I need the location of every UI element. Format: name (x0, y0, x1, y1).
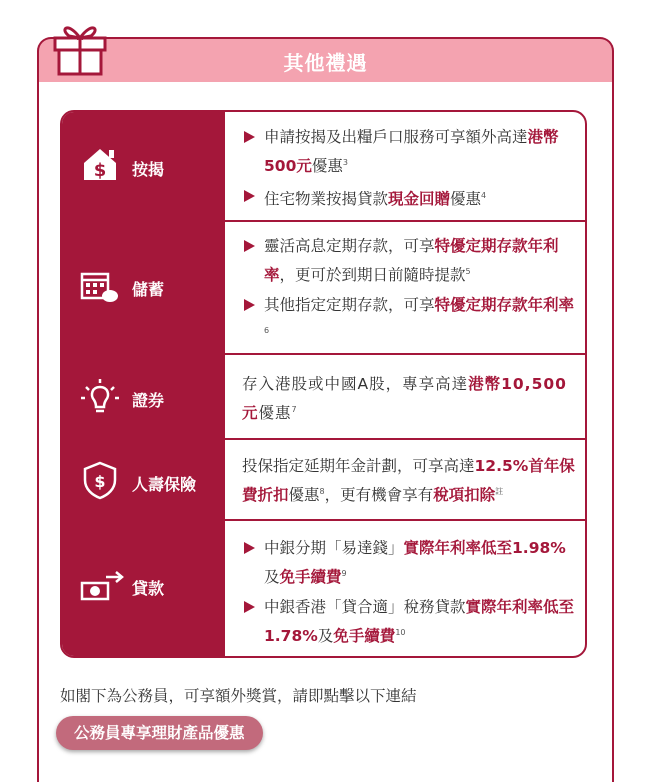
category-cell (62, 222, 225, 353)
calendar-piggy-icon (80, 268, 120, 308)
svg-text:$: $ (93, 160, 107, 181)
section-title: 其他禮遇 (283, 51, 368, 75)
category-label: 人壽保險 (132, 475, 197, 494)
category-label: 按揭 (132, 160, 165, 179)
benefit-item: 靈活高息定期存款，可享特優定期存款年利率，更可於到期日前隨時提款$^5$ (242, 233, 575, 288)
gift-icon (51, 18, 109, 78)
row-content: 投保指定延期年金計劃，可享高達12.5%首年保費折扣優惠$^8$，更有機會享有稅項扣除$^註$ (242, 457, 575, 505)
row-loans (62, 521, 585, 656)
category-cell (62, 355, 225, 438)
cash-transfer-icon (80, 567, 126, 607)
category-label: 貸款 (132, 579, 165, 598)
category-cell (62, 440, 225, 519)
row-mortgage (62, 112, 585, 222)
row-content (242, 535, 575, 653)
civil-servant-note: 如閣下為公務員，可享額外獎賞，請即點擊以下連結 (60, 687, 417, 705)
civil-servant-offer-button[interactable]: 公務員專享理財產品優惠 (56, 716, 263, 750)
lightbulb-icon (80, 377, 120, 417)
row-content (242, 233, 575, 351)
row-savings (62, 222, 585, 355)
benefit-item: 中銀分期「易達錢」實際年利率低至1.98%及免手續費$^9$ (242, 535, 575, 590)
benefit-item: 住宅物業按揭貸款現金回贈優惠$^4$ (242, 183, 575, 212)
shield-dollar-icon (80, 460, 120, 500)
benefit-item: 中銀香港「貸合適」稅務貸款實際年利率低至1.78%及免手續費$^{10}$ (242, 594, 575, 649)
category-label: 證券 (132, 391, 165, 410)
benefit-item: 其他指定定期存款，可享特優定期存款年利率$^6$ (242, 292, 575, 347)
section-header (37, 37, 614, 84)
category-cell (62, 521, 225, 656)
benefit-item: 申請按揭及出糧戶口服務可享額外高達港幣500元優惠$^3$ (242, 124, 575, 179)
category-label: 儲蓄 (132, 280, 165, 299)
row-content: 存入港股或中國A股，專享高達港幣10,500元優惠$^7$ (242, 375, 567, 423)
row-content (242, 124, 575, 216)
offers-table (60, 110, 587, 658)
house-dollar-icon (80, 144, 120, 184)
row-life-insurance (62, 440, 585, 521)
svg-text:$: $ (94, 472, 106, 491)
category-cell (62, 112, 225, 220)
row-securities (62, 355, 585, 440)
